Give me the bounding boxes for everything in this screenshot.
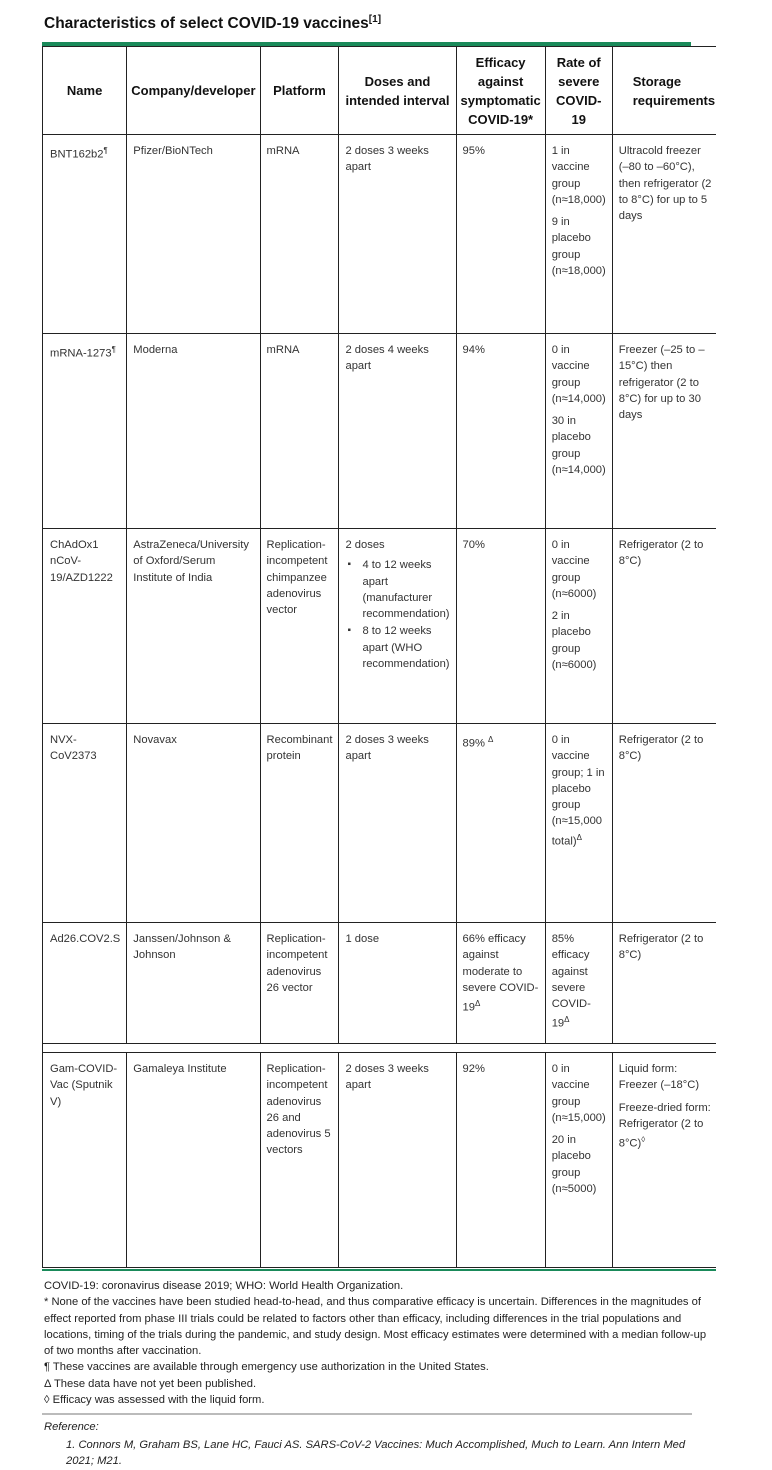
reference-label: Reference: bbox=[44, 1421, 99, 1433]
severe-vaccine-group: 1 in vaccine group (n≈18,000) bbox=[551, 145, 606, 206]
cell-doses: 2 doses 3 weeks apart bbox=[339, 135, 456, 334]
storage-text: Freeze-dried form: Refrigerator (2 to 8°C) bbox=[618, 1101, 711, 1150]
cell-doses: 2 doses 4 weeks apart bbox=[339, 334, 456, 529]
header-efficacy: Efficacy against symptomatic COVID-19* bbox=[456, 47, 545, 135]
footnote-mark: Δ bbox=[576, 832, 582, 842]
footnote-asterisk: * None of the vaccines have been studied head-to-head, and thus comparative efficacy is uncertain. Differences in the magnitudes of effect reported from phase III trials could be related to factors other than efficacy, including differences in the trial populations and locations, timing of the trials during the pandemic, and study design. Most efficacy estimates were determined with a median follow-up of two months after vaccination. bbox=[44, 1296, 707, 1358]
cell-severe bbox=[545, 529, 612, 724]
footnote-lozenge: ◊ Efficacy was assessed with the liquid form. bbox=[44, 1394, 265, 1407]
cell-severe bbox=[545, 923, 612, 1044]
cell-efficacy: 94% bbox=[456, 334, 545, 529]
footnote-abbreviations: COVID-19: coronavirus disease 2019; WHO: World Health Organization. bbox=[44, 1280, 404, 1292]
table-row bbox=[42, 724, 716, 923]
table-row bbox=[42, 1053, 716, 1268]
storage-liquid: Liquid form: Freezer (–18°C) bbox=[618, 1063, 700, 1092]
cell-platform: Recombinant protein bbox=[260, 724, 339, 923]
cell-efficacy bbox=[456, 724, 545, 923]
vaccine-name: NVX-CoV2373 bbox=[50, 734, 97, 763]
doses-summary: 2 doses bbox=[345, 539, 385, 551]
cell-platform: mRNA bbox=[260, 334, 339, 529]
cell-efficacy: 92% bbox=[456, 1053, 545, 1268]
header-doses: Doses and intended interval bbox=[339, 47, 456, 135]
cell-severe bbox=[545, 334, 612, 529]
severe-text: 0 in vaccine group; 1 in placebo group (n≈15,000 total) bbox=[551, 734, 605, 848]
cell-doses bbox=[339, 529, 456, 724]
cell-company: Gamaleya Institute bbox=[127, 1053, 260, 1268]
cell-company: Moderna bbox=[127, 334, 260, 529]
vaccine-table-container[interactable] bbox=[42, 46, 716, 1271]
footnote-pilcrow: ¶ These vaccines are available through emergency use authorization in the United States. bbox=[44, 1361, 489, 1374]
cell-name bbox=[43, 923, 127, 1044]
cell-platform: mRNA bbox=[260, 135, 339, 334]
footnotes bbox=[44, 1278, 709, 1408]
severe-vaccine-group: 0 in vaccine group (n≈15,000) bbox=[551, 1063, 606, 1124]
severe-placebo-group: 9 in placebo group (n≈18,000) bbox=[551, 216, 606, 278]
footnote-mark: Δ bbox=[488, 735, 494, 744]
table-header-row bbox=[42, 47, 716, 135]
header-storage: Storage requirements bbox=[612, 47, 716, 135]
cell-company: AstraZeneca/University of Oxford/Serum Institute of India bbox=[127, 529, 260, 724]
cell-storage: Refrigerator (2 to 8°C) bbox=[612, 923, 716, 1044]
header-platform: Platform bbox=[260, 47, 339, 135]
cell-platform: Replication-incompetent adenovirus 26 vector bbox=[260, 923, 339, 1044]
reference-item[interactable]: 1. Connors M, Graham BS, Lane HC, Fauci AS. SARS-CoV-2 Vaccines: Much Accomplished, Much to Learn. Ann Intern Med 2021; M21. bbox=[66, 1439, 686, 1468]
footnote-delta: Δ These data have not yet been published. bbox=[44, 1377, 257, 1390]
cell-efficacy bbox=[456, 923, 545, 1044]
vaccine-name: Ad26.COV2.S bbox=[50, 933, 121, 945]
cell-efficacy: 70% bbox=[456, 529, 545, 724]
severe-placebo-group: 20 in placebo group (n≈5000) bbox=[551, 1134, 597, 1196]
table-row bbox=[42, 923, 716, 1044]
cell-doses: 2 doses 3 weeks apart bbox=[339, 1053, 456, 1268]
cell-storage: Ultracold freezer (–80 to –60°C), then refrigerator (2 to 8°C) for up to 5 days bbox=[612, 135, 716, 334]
cell-name bbox=[43, 334, 127, 529]
cell-name bbox=[43, 1053, 127, 1268]
storage-freeze-dried bbox=[619, 1100, 713, 1153]
cell-severe bbox=[545, 1053, 612, 1268]
cell-name bbox=[43, 529, 127, 724]
list-item: ▪ 8 to 12 weeks apart (WHO recommendation) bbox=[362, 623, 449, 672]
cell-doses: 2 doses 3 weeks apart bbox=[339, 724, 456, 923]
footnote-mark: Δ bbox=[474, 999, 481, 1009]
header-company: Company/developer bbox=[127, 47, 260, 135]
header-severe: Rate of severe COVID-19 bbox=[545, 47, 612, 135]
vaccine-name: Gam-COVID-Vac (Sputnik V) bbox=[50, 1063, 118, 1108]
severe-vaccine-group: 0 in vaccine group (n≈6000) bbox=[551, 539, 597, 600]
table-row bbox=[42, 529, 716, 724]
footnote-mark: ¶ bbox=[103, 146, 108, 155]
cell-efficacy: 95% bbox=[456, 135, 545, 334]
cell-name bbox=[43, 135, 127, 334]
cell-company: Pfizer/BioNTech bbox=[127, 135, 260, 334]
efficacy-value: 66% efficacy against moderate to severe COVID-19 bbox=[462, 933, 539, 1014]
table-row bbox=[42, 334, 716, 529]
cell-severe bbox=[545, 724, 612, 923]
cell-platform: Replication-incompetent chimpanzee adenovirus vector bbox=[260, 529, 339, 724]
severe-text: 85% efficacy against severe COVID-19 bbox=[551, 933, 591, 1031]
vaccine-name: BNT162b2 bbox=[50, 148, 104, 161]
severe-vaccine-group: 0 in vaccine group (n≈14,000) bbox=[551, 344, 606, 405]
header-name: Name bbox=[43, 47, 127, 135]
divider bbox=[42, 1413, 692, 1415]
severe-placebo-group: 2 in placebo group (n≈6000) bbox=[551, 610, 597, 672]
cell-severe bbox=[545, 135, 612, 334]
efficacy-value: 89% bbox=[462, 737, 485, 750]
table-page-break bbox=[42, 1044, 716, 1053]
footnote-mark: Δ bbox=[564, 1015, 570, 1025]
cell-storage bbox=[612, 1053, 716, 1268]
table-gap bbox=[43, 1044, 717, 1053]
title-reference-mark[interactable]: [1] bbox=[368, 14, 382, 25]
cell-name bbox=[43, 724, 127, 923]
page-title: Characteristics of select COVID-19 vaccines[1] bbox=[44, 14, 382, 33]
severe-placebo-group: 30 in placebo group (n≈14,000) bbox=[551, 415, 606, 477]
list-item: ▪ 4 to 12 weeks apart (manufacturer recommendation) bbox=[362, 557, 449, 622]
footnote-mark: ¶ bbox=[111, 345, 116, 354]
cell-doses: 1 dose bbox=[339, 923, 456, 1044]
severe-summary bbox=[552, 732, 606, 850]
table-bottom-rule bbox=[42, 1269, 716, 1271]
cell-company: Novavax bbox=[127, 724, 260, 923]
cell-platform: Replication-incompetent adenovirus 26 and adenovirus 5 vectors bbox=[260, 1053, 339, 1268]
footnote-mark: ◊ bbox=[641, 1135, 646, 1145]
cell-company: Janssen/Johnson & Johnson bbox=[127, 923, 260, 1044]
vaccine-name: mRNA-1273 bbox=[50, 347, 112, 360]
cell-storage: Refrigerator (2 to 8°C) bbox=[612, 724, 716, 923]
vaccine-name: ChAdOx1 nCoV-19/AZD1222 bbox=[50, 539, 113, 584]
vaccine-table bbox=[42, 46, 716, 1268]
severe-summary bbox=[552, 931, 606, 1033]
cell-storage: Freezer (–25 to –15°C) then refrigerator (2 to 8°C) for up to 30 days bbox=[612, 334, 716, 529]
table-row bbox=[42, 135, 716, 334]
dose-interval-list bbox=[345, 557, 449, 672]
cell-storage: Refrigerator (2 to 8°C) bbox=[612, 529, 716, 724]
